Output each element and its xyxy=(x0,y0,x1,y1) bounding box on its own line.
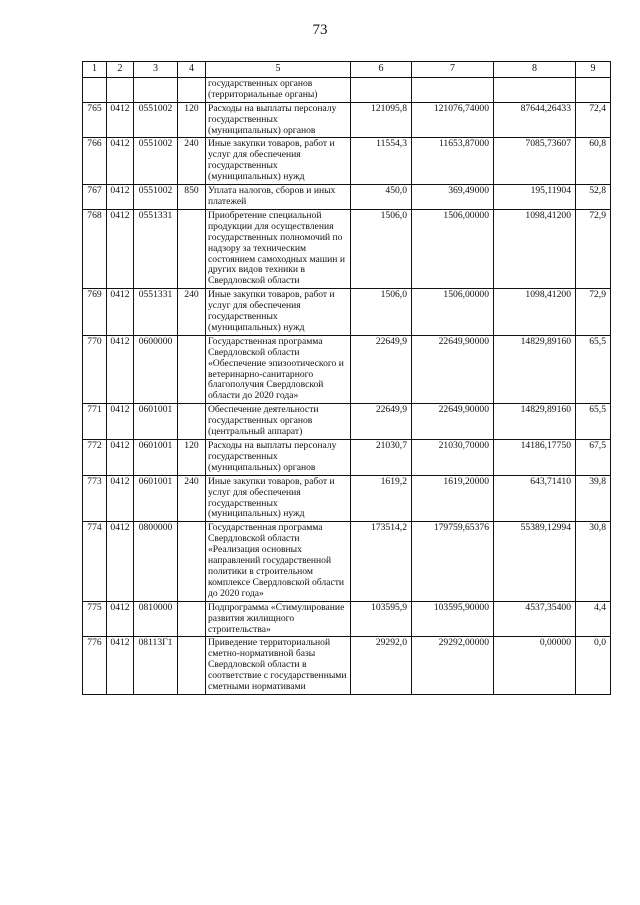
execution-percent-cell: 52,8 xyxy=(576,185,611,210)
expense-type-code-cell xyxy=(178,522,206,601)
column-header-9: 9 xyxy=(576,62,611,78)
execution-percent-cell: 65,5 xyxy=(576,335,611,403)
execution-percent-cell: 0,0 xyxy=(576,637,611,695)
row-number-cell: 776 xyxy=(83,637,107,695)
section-code-cell: 0412 xyxy=(107,289,134,336)
item-name-cell: Расходы на выплаты персоналу государственных (муниципальных) органов xyxy=(206,440,351,476)
item-name-cell: Государственная программа Свердловской области «Реализация основных направлений государственной политики в строительном комплексе Свердловской области до 2020 года» xyxy=(206,522,351,601)
section-code-cell: 0412 xyxy=(107,138,134,185)
target-article-code-cell: 0810000 xyxy=(134,601,178,637)
approved-amount-cell: 121095,8 xyxy=(351,102,412,138)
item-name-cell: Иные закупки товаров, работ и услуг для обеспечения государственных (муниципальных) нужд xyxy=(206,138,351,185)
approved-amount-cell: 11554,3 xyxy=(351,138,412,185)
row-number-cell: 766 xyxy=(83,138,107,185)
table-row xyxy=(83,637,611,695)
target-article-code-cell: 0551002 xyxy=(134,185,178,210)
section-code-cell: 0412 xyxy=(107,209,134,288)
row-number-cell: 768 xyxy=(83,209,107,288)
item-name-cell: Уплата налогов, сборов и иных платежей xyxy=(206,185,351,210)
target-article-code-cell: 0800000 xyxy=(134,522,178,601)
execution-percent-cell: 60,8 xyxy=(576,138,611,185)
expense-type-code-cell xyxy=(178,209,206,288)
target-article-code-cell: 0601001 xyxy=(134,475,178,522)
expense-type-code-cell: 240 xyxy=(178,289,206,336)
table-row xyxy=(83,522,611,601)
approved-amount-cell: 29292,0 xyxy=(351,637,412,695)
item-name-cell: Подпрограмма «Стимулирование развития жилищного строительства» xyxy=(206,601,351,637)
planned-amount-cell: 121076,74000 xyxy=(412,102,494,138)
section-code-cell: 0412 xyxy=(107,335,134,403)
budget-table xyxy=(82,61,611,695)
planned-amount-cell xyxy=(412,77,494,102)
execution-percent-cell: 39,8 xyxy=(576,475,611,522)
header-row xyxy=(83,62,611,78)
planned-amount-cell: 22649,90000 xyxy=(412,404,494,440)
table-row xyxy=(83,404,611,440)
table-row xyxy=(83,475,611,522)
planned-amount-cell: 1506,00000 xyxy=(412,209,494,288)
table-row xyxy=(83,289,611,336)
section-code-cell: 0412 xyxy=(107,522,134,601)
expense-type-code-cell xyxy=(178,637,206,695)
expense-type-code-cell: 120 xyxy=(178,102,206,138)
execution-percent-cell xyxy=(576,77,611,102)
target-article-code-cell: 0601001 xyxy=(134,404,178,440)
item-name-cell: Иные закупки товаров, работ и услуг для обеспечения государственных (муниципальных) нужд xyxy=(206,289,351,336)
executed-amount-cell: 0,00000 xyxy=(494,637,576,695)
table-row xyxy=(83,138,611,185)
approved-amount-cell: 1506,0 xyxy=(351,289,412,336)
executed-amount-cell xyxy=(494,77,576,102)
row-number-cell: 771 xyxy=(83,404,107,440)
target-article-code-cell: 0551002 xyxy=(134,138,178,185)
row-number-cell: 769 xyxy=(83,289,107,336)
execution-percent-cell: 67,5 xyxy=(576,440,611,476)
executed-amount-cell: 4537,35400 xyxy=(494,601,576,637)
planned-amount-cell: 22649,90000 xyxy=(412,335,494,403)
item-name-cell: Иные закупки товаров, работ и услуг для обеспечения государственных (муниципальных) нужд xyxy=(206,475,351,522)
row-number-cell: 772 xyxy=(83,440,107,476)
column-header-1: 1 xyxy=(83,62,107,78)
expense-type-code-cell: 850 xyxy=(178,185,206,210)
planned-amount-cell: 369,49000 xyxy=(412,185,494,210)
row-number-cell: 775 xyxy=(83,601,107,637)
page-number: 73 xyxy=(312,22,328,38)
target-article-code-cell xyxy=(134,77,178,102)
execution-percent-cell: 4,4 xyxy=(576,601,611,637)
expense-type-code-cell: 120 xyxy=(178,440,206,476)
approved-amount-cell xyxy=(351,77,412,102)
approved-amount-cell: 21030,7 xyxy=(351,440,412,476)
approved-amount-cell: 1619,2 xyxy=(351,475,412,522)
section-code-cell: 0412 xyxy=(107,601,134,637)
section-code-cell: 0412 xyxy=(107,475,134,522)
target-article-code-cell: 08113Г1 xyxy=(134,637,178,695)
column-header-3: 3 xyxy=(134,62,178,78)
target-article-code-cell: 0551002 xyxy=(134,102,178,138)
execution-percent-cell: 72,9 xyxy=(576,289,611,336)
planned-amount-cell: 29292,00000 xyxy=(412,637,494,695)
item-name-cell: Приведение территориальной сметно-нормативной базы Свердловской области в соответствие с государственными сметными нормативами xyxy=(206,637,351,695)
section-code-cell: 0412 xyxy=(107,404,134,440)
column-header-4: 4 xyxy=(178,62,206,78)
approved-amount-cell: 103595,9 xyxy=(351,601,412,637)
target-article-code-cell: 0600000 xyxy=(134,335,178,403)
target-article-code-cell: 0551331 xyxy=(134,209,178,288)
executed-amount-cell: 14829,89160 xyxy=(494,335,576,403)
expense-type-code-cell: 240 xyxy=(178,138,206,185)
execution-percent-cell: 72,4 xyxy=(576,102,611,138)
row-number-cell: 773 xyxy=(83,475,107,522)
executed-amount-cell: 55389,12994 xyxy=(494,522,576,601)
section-code-cell: 0412 xyxy=(107,102,134,138)
item-name-cell: Приобретение специальной продукции для осуществления государственных полномочий по надзору за техническим состоянием самоходных машин и других видов техники в Свердловской области xyxy=(206,209,351,288)
section-code-cell: 0412 xyxy=(107,637,134,695)
expense-type-code-cell xyxy=(178,601,206,637)
table-row xyxy=(83,185,611,210)
executed-amount-cell: 643,71410 xyxy=(494,475,576,522)
executed-amount-cell: 1098,41200 xyxy=(494,209,576,288)
execution-percent-cell: 72,9 xyxy=(576,209,611,288)
row-number-cell: 767 xyxy=(83,185,107,210)
row-number-cell: 770 xyxy=(83,335,107,403)
executed-amount-cell: 1098,41200 xyxy=(494,289,576,336)
approved-amount-cell: 22649,9 xyxy=(351,335,412,403)
planned-amount-cell: 21030,70000 xyxy=(412,440,494,476)
approved-amount-cell: 173514,2 xyxy=(351,522,412,601)
expense-type-code-cell: 240 xyxy=(178,475,206,522)
target-article-code-cell: 0551331 xyxy=(134,289,178,336)
table-row xyxy=(83,440,611,476)
column-header-6: 6 xyxy=(351,62,412,78)
executed-amount-cell: 7085,73607 xyxy=(494,138,576,185)
table-row xyxy=(83,335,611,403)
expense-type-code-cell xyxy=(178,77,206,102)
planned-amount-cell: 179759,65376 xyxy=(412,522,494,601)
planned-amount-cell: 103595,90000 xyxy=(412,601,494,637)
planned-amount-cell: 11653,87000 xyxy=(412,138,494,185)
row-number-cell: 774 xyxy=(83,522,107,601)
item-name-cell: Расходы на выплаты персоналу государственных (муниципальных) органов xyxy=(206,102,351,138)
row-number-cell xyxy=(83,77,107,102)
planned-amount-cell: 1619,20000 xyxy=(412,475,494,522)
expense-type-code-cell xyxy=(178,404,206,440)
executed-amount-cell: 195,11904 xyxy=(494,185,576,210)
table-row xyxy=(83,77,611,102)
expense-type-code-cell xyxy=(178,335,206,403)
item-name-cell: государственных органов (территориальные органы) xyxy=(206,77,351,102)
execution-percent-cell: 30,8 xyxy=(576,522,611,601)
column-header-5: 5 xyxy=(206,62,351,78)
section-code-cell xyxy=(107,77,134,102)
executed-amount-cell: 87644,26433 xyxy=(494,102,576,138)
item-name-cell: Обеспечение деятельности государственных органов (центральный аппарат) xyxy=(206,404,351,440)
item-name-cell: Государственная программа Свердловской области «Обеспечение эпизоотического и ветеринарно-санитарного благополучия Свердловской области до 2020 года» xyxy=(206,335,351,403)
approved-amount-cell: 22649,9 xyxy=(351,404,412,440)
executed-amount-cell: 14829,89160 xyxy=(494,404,576,440)
approved-amount-cell: 1506,0 xyxy=(351,209,412,288)
execution-percent-cell: 65,5 xyxy=(576,404,611,440)
section-code-cell: 0412 xyxy=(107,185,134,210)
executed-amount-cell: 14186,17750 xyxy=(494,440,576,476)
table-row xyxy=(83,209,611,288)
table-row xyxy=(83,102,611,138)
table-row xyxy=(83,601,611,637)
column-header-8: 8 xyxy=(494,62,576,78)
planned-amount-cell: 1506,00000 xyxy=(412,289,494,336)
approved-amount-cell: 450,0 xyxy=(351,185,412,210)
row-number-cell: 765 xyxy=(83,102,107,138)
column-header-2: 2 xyxy=(107,62,134,78)
section-code-cell: 0412 xyxy=(107,440,134,476)
target-article-code-cell: 0601001 xyxy=(134,440,178,476)
column-header-7: 7 xyxy=(412,62,494,78)
